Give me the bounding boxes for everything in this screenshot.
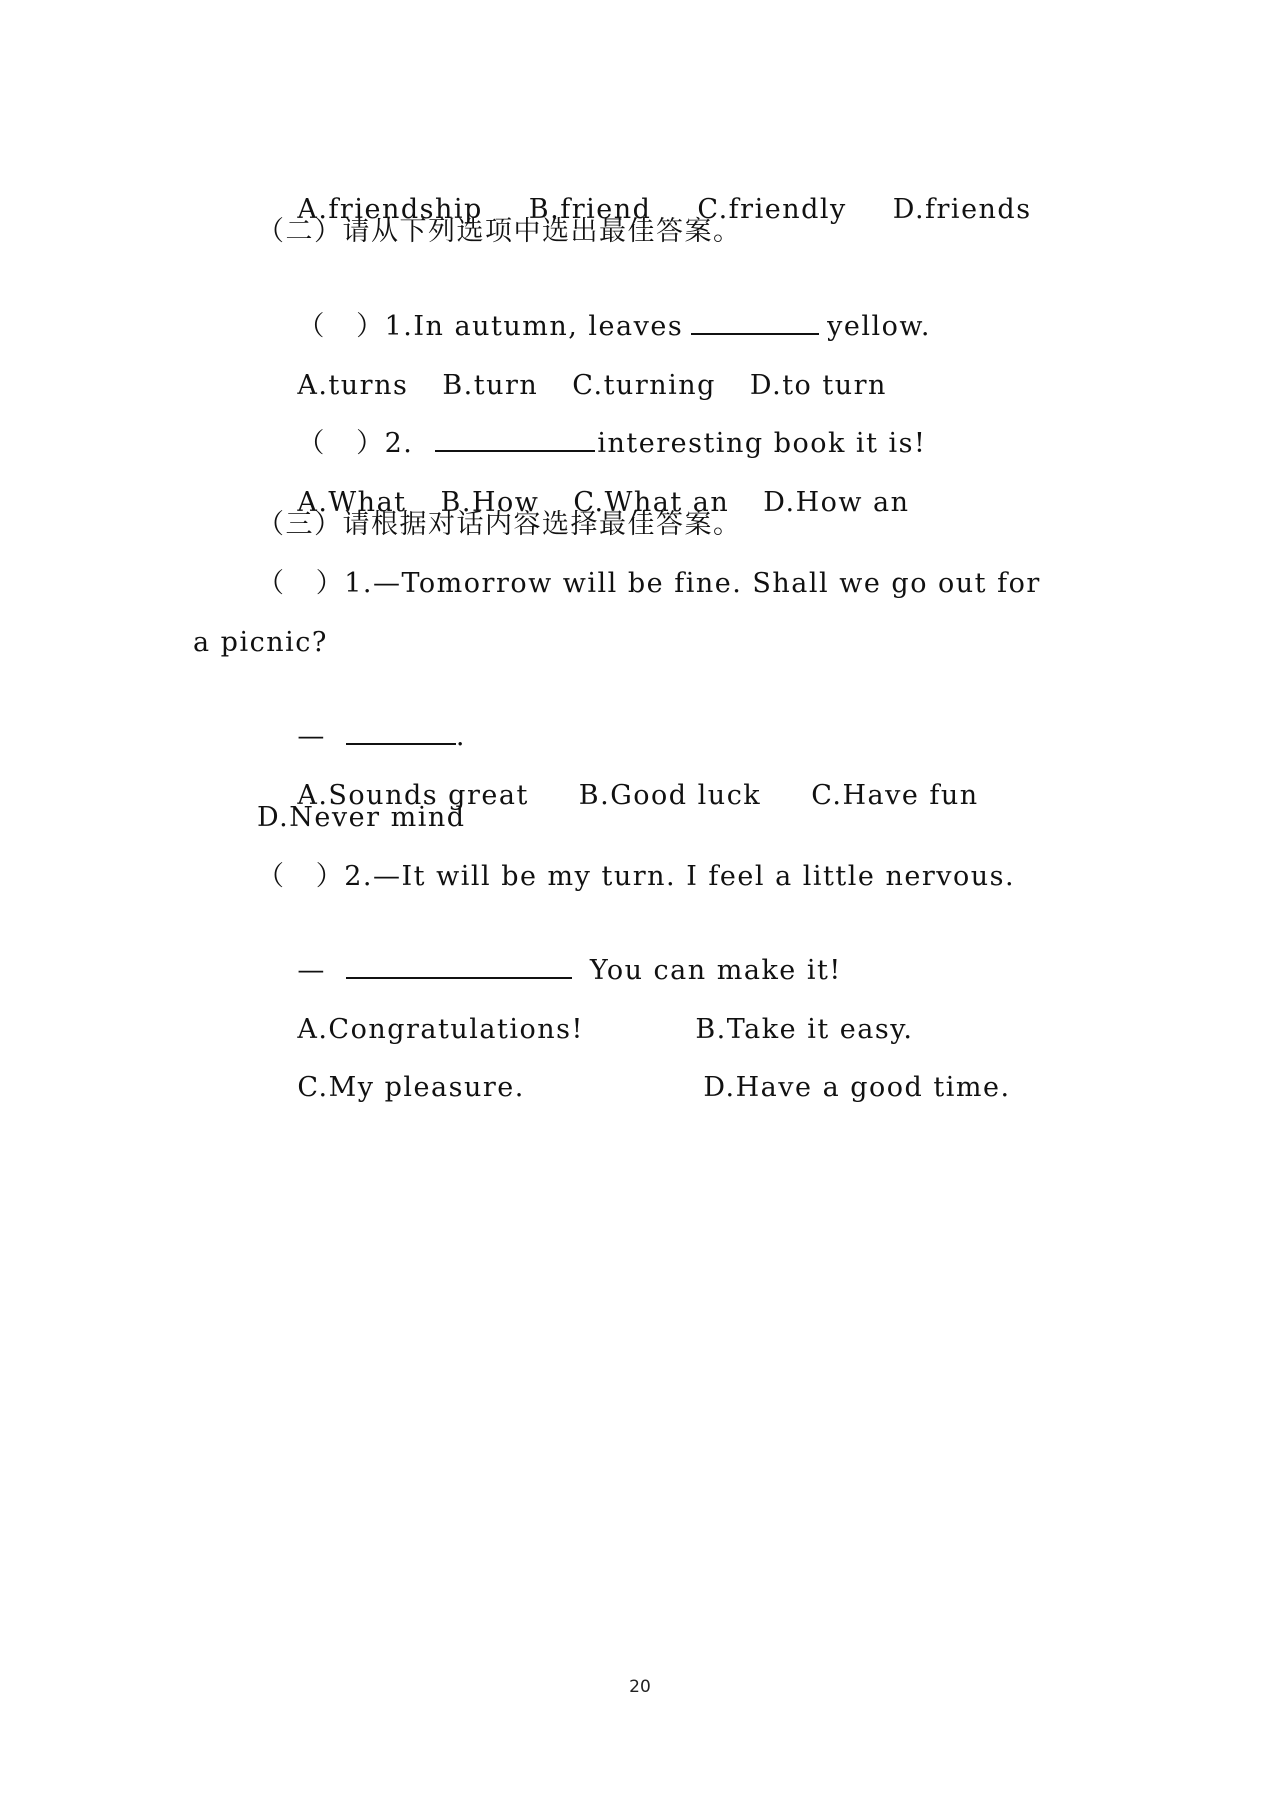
option-d: D.Never mind	[257, 802, 466, 833]
option-a: A.What	[297, 487, 407, 518]
question-2-1-stem: （ ）1.In autumn, leaves	[297, 311, 684, 342]
option-d: D.Have a good time.	[703, 1072, 1011, 1103]
option-c: C.What an	[573, 487, 730, 518]
option-b: B.turn	[442, 370, 539, 401]
question-3-2-options-row-2	[257, 1034, 1011, 1142]
option-a: A.Sounds great	[297, 780, 529, 811]
option-d: D.to turn	[749, 370, 887, 401]
option-c: C.Have fun	[811, 780, 979, 811]
option-d: D.How an	[763, 487, 910, 518]
option-b: B.Take it easy.	[695, 1014, 914, 1045]
option-b: B.friend	[528, 194, 652, 225]
question-3-2-line-1: （ ）2.—It will be my turn. I feel a little nervous.	[257, 861, 1016, 892]
option-c: C.My pleasure.	[297, 1072, 525, 1103]
option-c: C.turning	[572, 370, 716, 401]
option-d: D.friends	[892, 194, 1032, 225]
option-a: A.friendship	[297, 194, 483, 225]
option-a: A.turns	[297, 370, 409, 401]
question-3-1-line-1: （ ）1.—Tomorrow will be fine. Shall we go out for	[257, 568, 1041, 599]
option-a: A.Congratulations!	[297, 1014, 584, 1045]
response-dash: —	[297, 955, 326, 986]
section-heading-3: （三）请根据对话内容选择最佳答案。	[257, 509, 742, 540]
response-dash: —	[297, 721, 326, 752]
page-number: 20	[629, 1677, 651, 1697]
option-c: C.friendly	[697, 194, 847, 225]
question-2-2-stem: （ ）2.	[297, 428, 414, 459]
response-end: .	[455, 721, 466, 752]
response-tail: You can make it!	[589, 955, 842, 986]
question-3-1-line-2: a picnic?	[193, 627, 328, 658]
question-2-2-tail: interesting book it is!	[597, 428, 927, 459]
section-heading-2: （二）请从下列选项中选出最佳答案。	[257, 216, 742, 247]
question-2-1-tail: yellow.	[827, 311, 931, 342]
option-b: B.Good luck	[578, 780, 762, 811]
option-b: B.How	[440, 487, 540, 518]
